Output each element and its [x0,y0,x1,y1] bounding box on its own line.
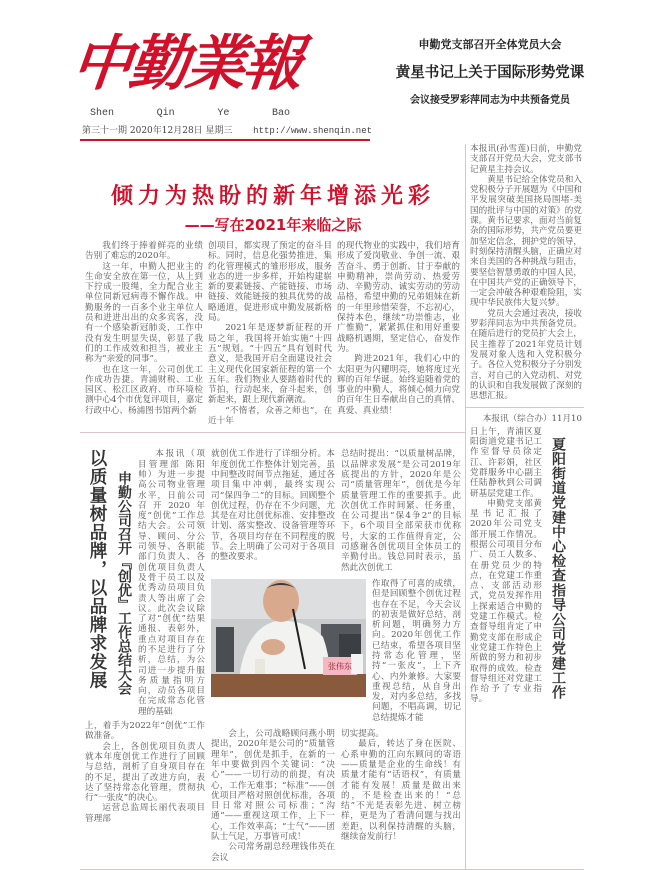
paragraph: 跨进2021年，我们心中的太阳更为闪耀明亮，她将度过光辉的百年华诞。始终追随着党的事业的申勤人，将倾心倾力向党的百年生日奉献出自己的真情、真爱、真业绩！ [337,354,460,416]
paragraph: 申勤党支部黄星书记汇报了2020年公司党支部开展工作情况。根据公司项目分布广、员工人数多、在册党员少的特点，在党建工作重点、支部活动形式，党员发挥作用上探索适合申勤的党建工作模式。检查督导组肯定了申勤党支部在形成企业党建工作特色上所做的努力和初步取得的成效。检查督导组还对党建工作给予了专业指导。 [470,498,542,705]
chuangyou-kicker: 申勤公司召开『创优』工作总结大会 [116,471,132,696]
chuangyou-title: 以质量树品牌，以品牌求发展 [87,449,107,690]
chuangyou-col-2-bottom [211,729,335,863]
paragraph: 黄星书记给全体党员和入党积极分子开展题为《中国和平发展突破美国挠局围堵-美国的批评与中国的对策》的党课。黄书记要求，面对当前复杂的国际形势，共产党员要更加坚定信念，拥护党的领导，时刻保持清醒头脑，正确应对来自美国的各种挑战与阻击，要坚信智慧勇敢的中国人民，在中国共产党的正确领导下，一定会冲破各种艰难险阻，实现中华民族伟大复兴梦。 [470,174,582,309]
meeting-photo [211,579,366,697]
lead-col-1 [85,241,203,416]
paragraph: 公司常务副总经理钱伟英在会议 [211,842,335,863]
paragraph: 最后，转达了身在医院、心系申勤的江向东顾问的寄语——质量是企业的生命线！有质量才能有“话语权”，有质量才能有发展！质量是做出来的，不是检查出来的！“总结”不光是表彰先进、树立榜样，更是为了看清问题与找出差距，以利保持清醒的头脑，继续奋发前行！ [341,739,461,843]
masthead-pinyin-ye: Ye [217,108,230,119]
chuangyou-photo-row [211,579,461,723]
masthead-pinyin-bao: Bao [271,108,290,119]
lead-col-3 [337,241,460,416]
chuangyou-col-3-wrap [372,579,461,723]
chuangyou-right-columns [211,449,461,863]
lead-article-columns [85,241,461,426]
party-article-body [470,144,582,401]
right-column [466,144,584,869]
xiayang-title: 夏阳街道党建中心检查指导公司党建工作 [550,436,566,700]
headline-main: 黄星书记上关于国际形势党课 [395,65,585,81]
issue-dateline: 第三十一期 2020年12月28日 星期三 [82,126,233,136]
chuangyou-col-1-wrap [85,449,205,824]
paragraph: 上，着手为2022年“创优”工作做准备。 [85,721,205,742]
paragraph: 会上，公司战略顾问燕小明提出，2020年是公司的“质量管理年”，创优是抓手，在新的一年中要做到四个关键词：“决心”——一切行动的前提，有决心，工作无难事；“标准”——创优项目严格对照创优标准，各项目日常对照公司标准；“沟通”——重视这项工作，上下一心，工作效率高；“士气”——团队士气足，万事皆可成！ [211,729,335,843]
chuangyou-title-block [85,449,205,717]
issue-info-row [82,125,372,137]
paragraph: 党员大会通过表决，接收罗彩萍同志为中共预备党员。在随后进行的党员扩大会上，民主推荐了2021年党员计划发展对象人选和入党积极分子。各位入党积极分子分别发言，对自己的入党动机、对党的认识和自我发展做了深刻的思想汇报。 [470,308,582,402]
masthead-rule [80,139,370,141]
paragraph: 运营总监周长丽代表项目管理部 [85,803,205,824]
paragraph: 会上，各创优项目负责人就本年度创优工作进行了回顾与总结，剖析了自身项目存在的不足，提出了改进方向，表达了坚持常态化管理，贯彻执行“一张皮”的决心。 [85,741,205,804]
chuangyou-narrow-col [138,449,205,717]
paragraph: 2021年是逐梦新征程的开局之年，我国将开始实施“十四五”规划。“十四五”具有划时代意义，是我国开启全面建设社会主义现代化国家新征程的第一个五年。我们物业人要踏着时代的节拍，行动起来，奋斗起来，创新起来，跟上现代新潮流。 [208,323,332,406]
paragraph: 本报讯(孙雪莲)日前，申勤党支部召开党员大会，党支部书记黄星主持会议。 [470,144,582,175]
lead-article-title: 倾力为热盼的新年增添光彩 [110,184,435,209]
paragraph: 作取得了可喜的成绩，但是回顾整个创优过程也存在不足，今天会议的初衷是做好总结，剖析问题，明确努力方向。2020年创优工作已结束，希望各项目坚持常态化管理，坚持“一张皮”，上下齐心、内外兼修。大家要重视总结，从自身出发，对内多总结，多找问题，不唱高调，切记总结提炼才能 [372,578,461,723]
paragraph: 就创优工作进行了详细分析。本年度创优工作整体计划完善，虽中间整改时间节点拖延，通过各项目集中冲刺，最终实现公司“保四争二”的目标。回顾整个创优过程，仍存在不少问题，尤其是在对比创优标准、安排整改计划、落实整改、设备管理等环节，各项目均存在不同程度的脱节。会上明确了公司对于各项目的整改要求。 [211,449,335,563]
paragraph: “不惰者，众善之师也”，在近十年 [208,405,332,427]
paragraph: 本报讯（综合办）11月10 [482,414,582,425]
masthead-pinyin [90,108,290,120]
chuangyou-col-3-top [341,449,461,573]
speaker-image [211,579,366,697]
headline-deck: 会议接受罗彩萍同志为中共预备党员 [410,95,570,106]
headline-kicker: 申勤党支部召开全体党员大会 [418,38,562,51]
masthead-pinyin-qin: Qin [156,108,175,119]
paragraph: 总结时提出：“以质量树品牌，以品牌求发展”是公司2019年底提出的方针，2020年是公司“质量管理年”，创优是今年质量管理工作的重要抓手。此次创优工作时间紧、任务重，在公司提出“保4争2”的目标下，6个项目全部荣获市优称号，大家的工作值得肯定，公司感谢各创优项目全体员工的辛勤付出。钱总同时表示，虽然此次创优工 [341,449,461,573]
website-url[interactable]: http://www.shenqin.net [253,126,372,136]
section-divider [466,407,584,408]
masthead-pinyin-shen: Shen [90,108,115,119]
chuangyou-bottom-row [211,729,461,863]
chuangyou-article [85,449,461,863]
paragraph: 的现代物业的实践中，我们培育形成了爱岗敬业、争创一流、艰苦奋斗、勇于创新、甘于奉献的申勤精神，崇尚劳动、热爱劳动、辛勤劳动、诚实劳动的劳动品格，希望申勤的兄弟姐妹在新的一年里珍惜荣誉，不忘初心，保持本色，继续“功崇惟志，业广惟勤”，紧紧抓住和用好重要战略机遇期，坚定信心，奋发作为。 [337,241,460,354]
xiayang-body [470,427,542,705]
chuangyou-top-row [211,449,461,573]
lead-col-2 [208,241,332,426]
chuangyou-col-3-bottom [341,729,461,842]
paragraph: 创项目，都实现了预定的奋斗目标。同时，信息化强势推进，集约化管理模式的雏形形成，服务业态的进一步多样，开始构建崭新的要素链接、产能链接、市场链接、效能链接的独具优势的战略通道，促进形成申勤发展新格局。 [208,241,332,324]
main-column [80,144,466,869]
paragraph: 日上午，青浦区夏阳街道党建书记工作室督导员徐定江、许彩娟，社区党群服务中心副主任陆静秋到公司调研基层党建工作。 [470,426,542,499]
chuangyou-col-1 [85,721,205,824]
chuangyou-titles [85,449,134,695]
section-divider [80,432,465,433]
top-headlines [380,38,600,107]
paragraph: 也在这一年，公司创优工作成功告捷。青浦财税、工业园区、松江区政府、市环境检测中心4个市优复评项目，嘉定行政中心、杨浦图书馆两个新 [85,364,203,416]
paragraph: 我们终于捧着鲜亮的业绩告别了难忘的2020年。 [85,241,203,262]
paragraph: 本报讯（项目管理部 陈阳帅）为进一步提高公司物业管理水平，日前公司召开2020年度“创优”工作总结大会。公司领导、顾问、分公司领导、各职能部门负责人、各创优项目负责人及骨干员工以及优秀动员项目负责人等出席了会议。此次会议除了对“创优”结果通报、表彰外，重点对项目存在的不足进行了分析，总结，为公司进一步提升服务质量指明方向，动员各项目在完成常态化管理的基础 [138,449,205,717]
xiayang-article [470,427,582,705]
chuangyou-col-2-top [211,449,335,562]
xiayang-dateline [470,414,582,424]
paragraph: 切实提高。 [341,729,384,740]
masthead-logo: 中勤業報 [68,29,304,99]
lead-article-subtitle: ——写在2021年来临之际 [184,216,362,234]
nameplate-text: 张伟东 [328,661,352,671]
page-body [80,144,584,870]
paragraph: 这一年，申勤人把业主的生命安全放在第一位，从上到下拧成一股绳，全力配合业主单位同新冠病毒不懈作战。申勤服务的一百多个业主单位人员和进进出出的众多宾客，没有一个感染新冠肺炎，工作中没有发生明显失误，彰显了我们的工作成效和担当，被业主称为“亲爱的同事”。 [85,261,203,365]
